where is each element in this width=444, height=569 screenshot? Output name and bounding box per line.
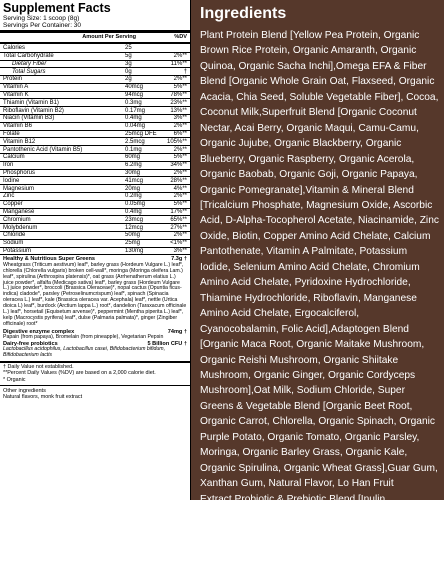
nutrient-amount: 40mcg bbox=[125, 84, 144, 91]
nutrient-name: Vitamin B6 bbox=[3, 123, 32, 130]
nutrient-amount: 0.1mg bbox=[125, 146, 142, 153]
nutrient-dv: 5%** bbox=[173, 84, 187, 91]
nutrient-amount: 41mcg bbox=[125, 177, 144, 184]
nutrient-amount: 0.04mg bbox=[125, 123, 146, 130]
other-ingredients-title: Other ingredients bbox=[3, 387, 46, 394]
nutrient-row bbox=[0, 115, 190, 123]
nutrient-row bbox=[0, 185, 190, 193]
nutrient-row bbox=[0, 240, 190, 248]
ingredients-text: Plant Protein Blend [Yellow Pea Protein, Organic Brown Rice Protein, Organic Amaranth, Organic Quinoa, Organic Sacha Inchi],Omega EFA & Fiber Blend [Organic Whole Grain Oat, Flaxseed, Organic Acacia, Chia Seed, Soluble Vegetable Fiber], Cocoa, Coconut Milk,Superfruit Blend [Organic Coconut Nectar, Acai Berry, Organic Maqui, Camu-Camu, Organic Jujube, Organic Blackberry, Organic Blueberry, Organic Raspberry, Organic Acerola, Organic Baobab, Organic Goji, Organic Papaya, Organic Pomegranate],Vitamin & Mineral Blend [Tricalcium Phosphate, Magnesium Oxide, Ascorbic Acid, D-Alpha-Tocopherol Acetate, Niacinamide, Zinc Oxide, Biotin, Copper Amino Acid Chelate, Calcium Pantothenate, Vitamin A Palmitate, Potassium Iodide, Selenium Amino Acid Chelate, Chromium Amino Acid Chelate, Pyridoxine Hydrochloride, Thiamine Hydrochloride, Riboflavin, Manganese Amino Acid Chelate, Ergocalciferol, Cyanocobalamin, Folic Acid],Adaptogen Blend [Organic Maca Root, Organic Maitake Mushroom, Organic Reishi Mushroom, Organic Shiitake Mushroom, Organic Ginger, Organic Cordyceps Mushroom],Oat Milk, Sodium Chloride, Super Greens & Vegetable Blend [Organic Beet Root, Organic Carrot, Chlorella, Organic Spinach, Organic Purple Potato, Organic Tomato, Organic Parsley, Moringa, Organic Barley Grass, Organic Kale, Organic Spirulina, Organic Wheat Grass],Guar Gum, Xanthan Gum, Natural Flavor, Lo Han Fruit Extract,Probiotic & Prebiotic Blend [Inulin, Lactobacillus rhamnosus Lrha51™, Lactobacillus acidophilus UALa-01™],Digestive Enzyme Blend [Amylase, Protease, Cellulase, Lactase, Lipase], Cinnamon. bbox=[200, 30, 439, 567]
nutrient-dv: <1%** bbox=[170, 240, 187, 247]
nutrient-dv: 105%** bbox=[166, 138, 187, 145]
nutrient-dv: 13%** bbox=[170, 107, 187, 114]
nutrient-amount: 3g bbox=[125, 60, 132, 67]
nutrient-name: Magnesium bbox=[3, 185, 35, 192]
nutrient-amount: 130mg bbox=[125, 248, 144, 255]
nutrient-dv: 6%** bbox=[173, 131, 187, 138]
blend-text: Wheatgrass (Triticum aestivum) leaf*, barley grass (Hordeum Vulgare L.) leaf*, chlorella (Chlorella vulgaris) broken cell-wall*, moringa (Moringa oleifera Lam.) leaf*, spirulina (Arthrospira platensis)*, oat grass (Arrhenatherum elatius L.) juice powder*, alfalfa (Medicago sativa) leaf*, barley grass (Hordeum Vulgare L.) juice powder*, broccoli (Brassica Oleraceae)*, nopal cactus (Opuntia ficus-indica) cladode*, parsley (Petroselinumcrispum) leaf*, spinach (Spinacia oleracea L.) leaf*, kale (Brassica oleracea var. Acephala) leaf*, nettle (Urtica dioica L) leaf*, burdock (Arctium lappa L.) root*, dandelion (Taraxacum officinale L.) leaf*, horsetail (Equisetum arvense)*, peppermint (Mentha piperita L.) leaf*, kelp (Macrocystis pyrifera) leaf*, dulse (Palmaria palmata)*, ginger (Zingiber officinale) root* bbox=[3, 261, 187, 327]
blend-name: Dairy-free probiotics bbox=[3, 341, 58, 347]
nutrient-dv: 78%** bbox=[170, 92, 187, 99]
nutrient-row bbox=[0, 84, 190, 92]
blend-name: Healthy & Nutritious Super Greens bbox=[3, 256, 96, 263]
nutrient-dv: 3%** bbox=[173, 248, 187, 255]
nutrient-dv: 11%** bbox=[170, 60, 187, 67]
nutrient-amount: 2.5mcg bbox=[125, 138, 145, 145]
nutrient-amount: 5g bbox=[125, 53, 132, 60]
nutrient-amount: 0.4mg bbox=[125, 209, 142, 216]
servings-per-container: Servings Per Container: 30 bbox=[3, 22, 82, 30]
nutrient-amount: 94mcg bbox=[125, 92, 144, 99]
nutrient-amount: 0g bbox=[125, 68, 132, 75]
nutrient-name: Zinc bbox=[3, 193, 15, 200]
nutrient-dv: 5%** bbox=[173, 154, 187, 161]
nutrient-name: Chloride bbox=[3, 232, 26, 239]
nutrient-row bbox=[0, 68, 190, 76]
nutrient-row bbox=[0, 131, 190, 139]
nutrient-row bbox=[0, 201, 190, 209]
nutrient-row bbox=[0, 216, 190, 224]
nutrient-dv: 4%** bbox=[173, 185, 187, 192]
nutrient-dv: 28%** bbox=[170, 177, 187, 184]
nutrient-dv: 2%** bbox=[173, 193, 187, 200]
nutrient-row bbox=[0, 53, 190, 61]
nutrient-amount: 0.3mg bbox=[125, 99, 142, 106]
nutrient-dv: 2%** bbox=[173, 76, 187, 83]
nutrient-amount: 60mg bbox=[125, 154, 141, 161]
nutrient-name: Calories bbox=[3, 45, 26, 52]
nutrient-dv: 23%** bbox=[170, 99, 187, 106]
blend-amount: 5 Billion CFU † bbox=[147, 341, 187, 347]
nutrient-name: Total Carbohydrate bbox=[3, 53, 54, 60]
ingredients-title: Ingredients bbox=[200, 5, 287, 22]
column-amount: Amount Per Serving bbox=[82, 34, 137, 41]
blend-text: Lactobacillus acidophilus, Lactobacillus casei, Bifidobacterium bifidum, Bifidobacterium lactis bbox=[3, 346, 166, 359]
nutrient-amount: 25 bbox=[125, 45, 132, 52]
nutrient-dv: 2%** bbox=[173, 123, 187, 130]
nutrient-name: Molybdenum bbox=[3, 224, 38, 231]
nutrient-row bbox=[0, 123, 190, 131]
blend-amount: 74mg † bbox=[167, 328, 187, 335]
divider-bar bbox=[0, 42, 190, 44]
nutrient-row bbox=[0, 138, 190, 146]
nutrient-name: Calcium bbox=[3, 154, 25, 161]
nutrient-name: Total Sugars bbox=[12, 68, 46, 75]
divider-bar bbox=[0, 385, 190, 386]
nutrient-row bbox=[0, 45, 190, 53]
nutrient-name: Thiamin (Vitamin B1) bbox=[3, 99, 59, 106]
nutrient-amount: 0.4mg bbox=[125, 115, 142, 122]
nutrient-name: Protein bbox=[3, 76, 23, 83]
blend-text: Papain (from papaya), Bromelain (from pineapple), Vegetarian Pepsin bbox=[3, 334, 164, 341]
nutrient-amount: 0.2mg bbox=[125, 193, 142, 200]
nutrient-row bbox=[0, 224, 190, 232]
nutrient-amount: 0.05mg bbox=[125, 201, 146, 208]
nutrient-row bbox=[0, 193, 190, 201]
nutrient-dv: 3%** bbox=[173, 115, 187, 122]
nutrient-amount: 25mcg DFE bbox=[125, 131, 157, 138]
nutrient-row bbox=[0, 92, 190, 100]
nutrient-name: Phosphorus bbox=[3, 170, 36, 177]
nutrient-name: Vitamin A bbox=[3, 84, 29, 91]
facts-title: Supplement Facts bbox=[3, 1, 111, 15]
nutrient-row bbox=[0, 177, 190, 185]
nutrient-row bbox=[0, 107, 190, 115]
nutrient-dv: 2%** bbox=[173, 170, 187, 177]
divider-bar bbox=[0, 30, 190, 33]
nutrient-amount: 12mcg bbox=[125, 224, 144, 231]
serving-size: Serving Size: 1 scoop (8g) bbox=[3, 15, 80, 22]
divider-bar bbox=[0, 361, 190, 363]
nutrient-dv: 65%** bbox=[170, 216, 187, 223]
nutrient-name: Iron bbox=[3, 162, 14, 169]
supplement-facts-panel bbox=[0, 0, 191, 500]
nutrient-row bbox=[0, 76, 190, 84]
nutrient-dv: 27%** bbox=[170, 224, 187, 231]
footnote: † Daily Value not established. bbox=[3, 364, 74, 371]
nutrient-amount: 20mg bbox=[125, 185, 141, 192]
nutrient-row bbox=[0, 146, 190, 154]
footnote: * Organic bbox=[3, 376, 26, 383]
blend-name: Digestive enzyme complex bbox=[3, 328, 75, 335]
nutrient-row bbox=[0, 232, 190, 240]
nutrient-amount: 25mg bbox=[125, 240, 141, 247]
nutrient-row bbox=[0, 162, 190, 170]
nutrient-amount: 50mg bbox=[125, 232, 141, 239]
nutrient-row bbox=[0, 248, 190, 256]
blend-amount: 7.3g † bbox=[171, 256, 187, 263]
other-ingredients-text: Natural flavors, monk fruit extract bbox=[3, 394, 83, 401]
nutrient-name: Vitamin K bbox=[3, 92, 29, 99]
nutrient-row bbox=[0, 61, 190, 69]
nutrient-dv: 2%** bbox=[173, 53, 187, 60]
nutrient-dv: 2%** bbox=[173, 232, 187, 239]
nutrient-name: Iodine bbox=[3, 177, 20, 184]
nutrient-amount: 0.17mg bbox=[125, 107, 146, 114]
nutrient-dv: 34%** bbox=[170, 162, 187, 169]
facts-column-header bbox=[0, 34, 190, 41]
nutrient-row bbox=[0, 154, 190, 162]
nutrient-dv: 17%** bbox=[170, 209, 187, 216]
nutrient-name: Vitamin B12 bbox=[3, 138, 36, 145]
nutrient-amount: 30mg bbox=[125, 170, 141, 177]
nutrient-name: Pantothenic Acid (Vitamin B5) bbox=[3, 146, 83, 153]
nutrient-name: Manganese bbox=[3, 209, 35, 216]
ingredients-panel bbox=[191, 0, 444, 567]
nutrient-name: Riboflavin (Vitamin B2) bbox=[3, 107, 64, 114]
nutrient-name: Potassium bbox=[3, 248, 32, 255]
nutrient-dv: 5%** bbox=[173, 201, 187, 208]
footnote: **Percent Daily Values (%DV) are based on a 2,000 calorie diet. bbox=[3, 370, 156, 377]
nutrient-dv: † bbox=[183, 68, 187, 75]
nutrient-name: Dietary Fiber bbox=[12, 60, 47, 67]
nutrient-name: Copper bbox=[3, 201, 23, 208]
nutrient-name: Chromium bbox=[3, 216, 31, 223]
nutrient-amount: 6.2mg bbox=[125, 162, 142, 169]
nutrient-name: Sodium bbox=[3, 240, 24, 247]
nutrient-amount: 23mcg bbox=[125, 216, 144, 223]
column-dv: %DV bbox=[174, 34, 187, 41]
nutrient-row bbox=[0, 170, 190, 178]
nutrient-table bbox=[0, 45, 190, 256]
nutrient-name: Folate bbox=[3, 131, 20, 138]
nutrient-amount: 2g bbox=[125, 76, 132, 83]
nutrient-row bbox=[0, 209, 190, 217]
nutrient-name: Niacin (Vitamin B3) bbox=[3, 115, 55, 122]
nutrient-dv: 2%** bbox=[173, 146, 187, 153]
nutrient-row bbox=[0, 99, 190, 107]
